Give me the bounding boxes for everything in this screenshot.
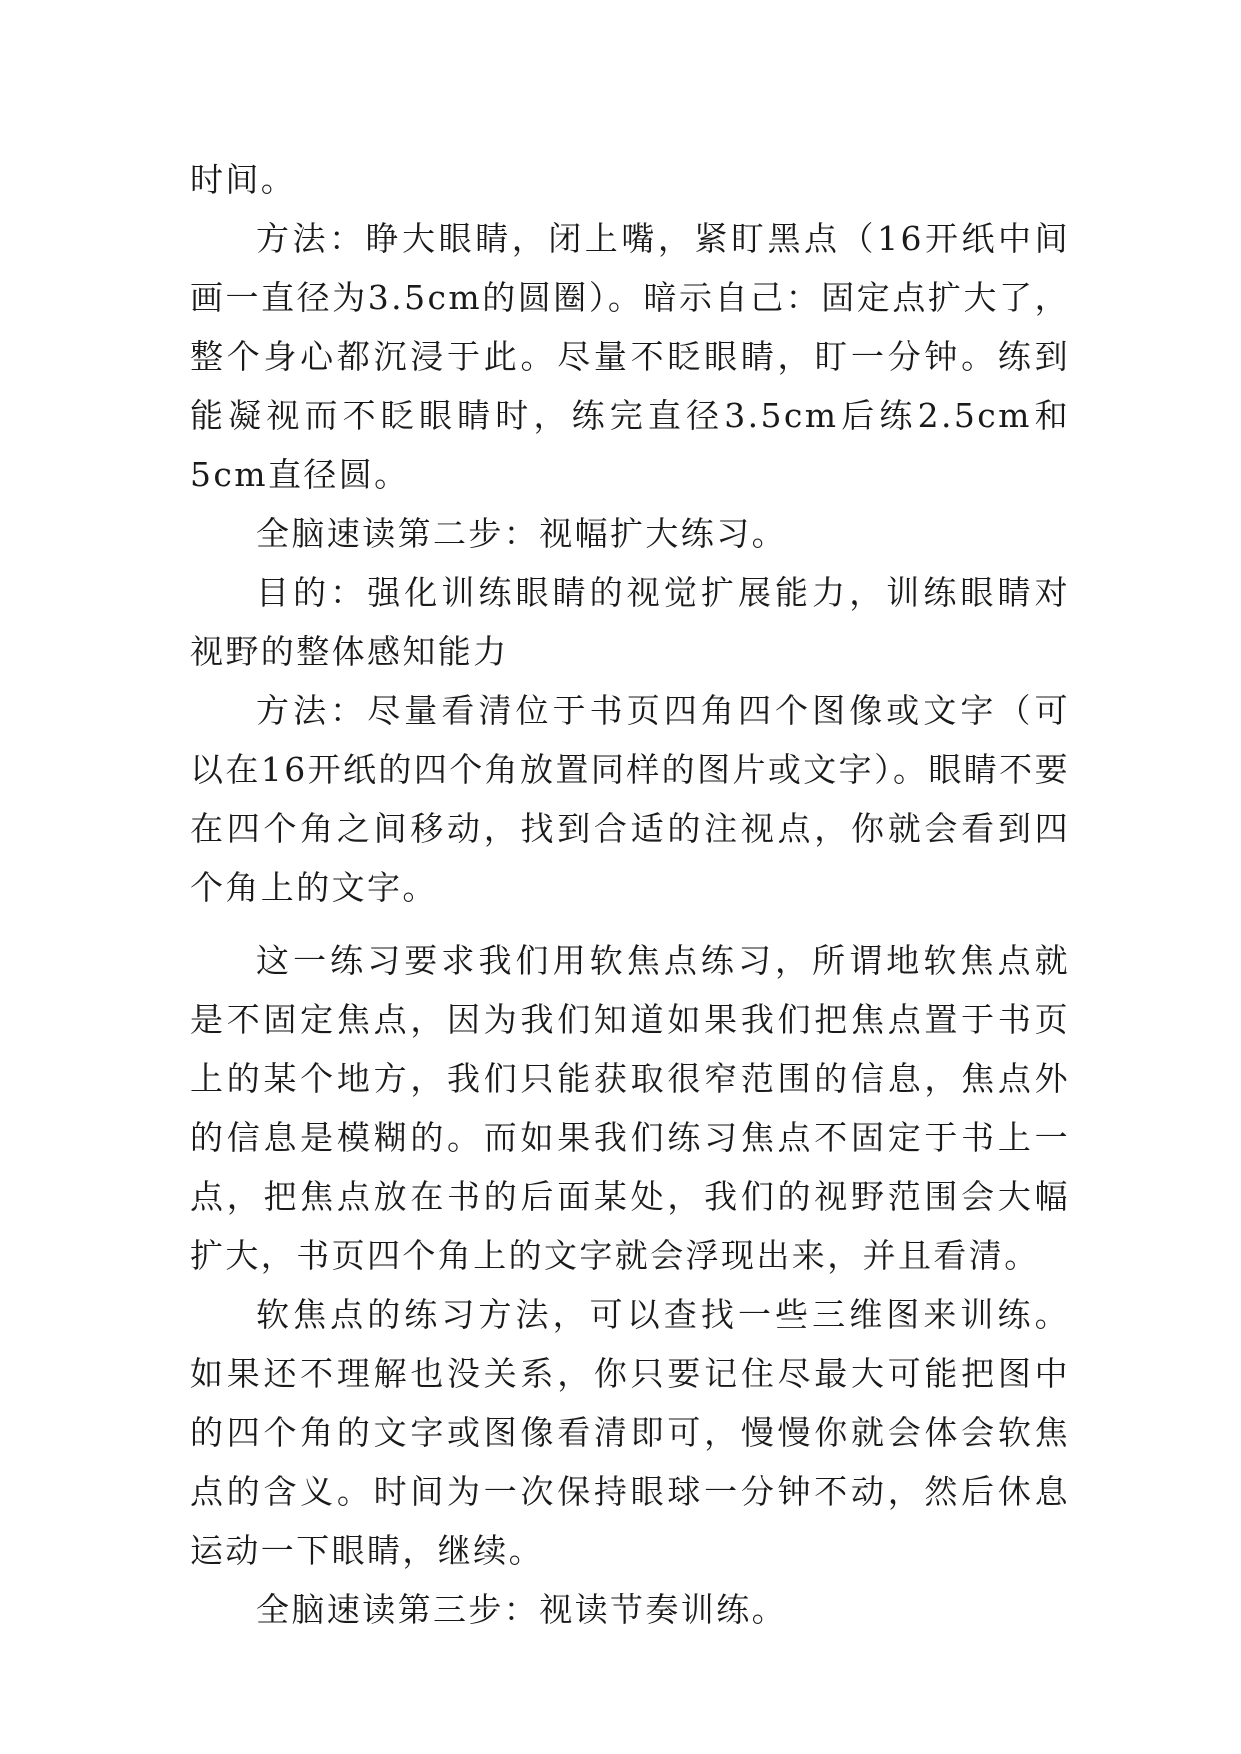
paragraph-step-two-heading: 全脑速读第二步：视幅扩大练习。: [256, 514, 787, 553]
paragraph-purpose: 目的：强化训练眼睛的视觉扩展能力，训练眼睛对视野的整体感知能力: [190, 573, 1070, 671]
paragraph-continuation: 时间。: [190, 160, 297, 199]
paragraph-method-fixation: 方法：睁大眼睛，闭上嘴，紧盯黑点（16开纸中间画一直径为3.5cm的圆圈）。暗示自己：固定点扩大了，整个身心都沉浸于此。尽量不眨眼睛，盯一分钟。练到能凝视而不眨眼睛时，练完直径3.5cm后练2.5cm和5cm直径圆。: [190, 219, 1070, 494]
paragraph-method-corners: 方法：尽量看清位于书页四角四个图像或文字（可以在16开纸的四个角放置同样的图片或文字）。眼睛不要在四个角之间移动，找到合适的注视点，你就会看到四个角上的文字。: [190, 691, 1070, 907]
paragraph-soft-focus-explanation: 这一练习要求我们用软焦点练习，所谓地软焦点就是不固定焦点，因为我们知道如果我们把焦点置于书页上的某个地方，我们只能获取很窄范围的信息，焦点外的信息是模糊的。而如果我们练习焦点不固定于书上一点，把焦点放在书的后面某处，我们的视野范围会大幅扩大，书页四个角上的文字就会浮现出来，并且看清。: [190, 941, 1070, 1275]
paragraph-step-three-heading: 全脑速读第三步：视读节奏训练。: [256, 1590, 787, 1629]
document-page: [190, 150, 1070, 1639]
paragraph-soft-focus-practice: 软焦点的练习方法，可以查找一些三维图来训练。如果还不理解也没关系，你只要记住尽最大可能把图中的四个角的文字或图像看清即可，慢慢你就会体会软焦点的含义。时间为一次保持眼球一分钟不动，然后休息运动一下眼睛，继续。: [190, 1295, 1070, 1570]
